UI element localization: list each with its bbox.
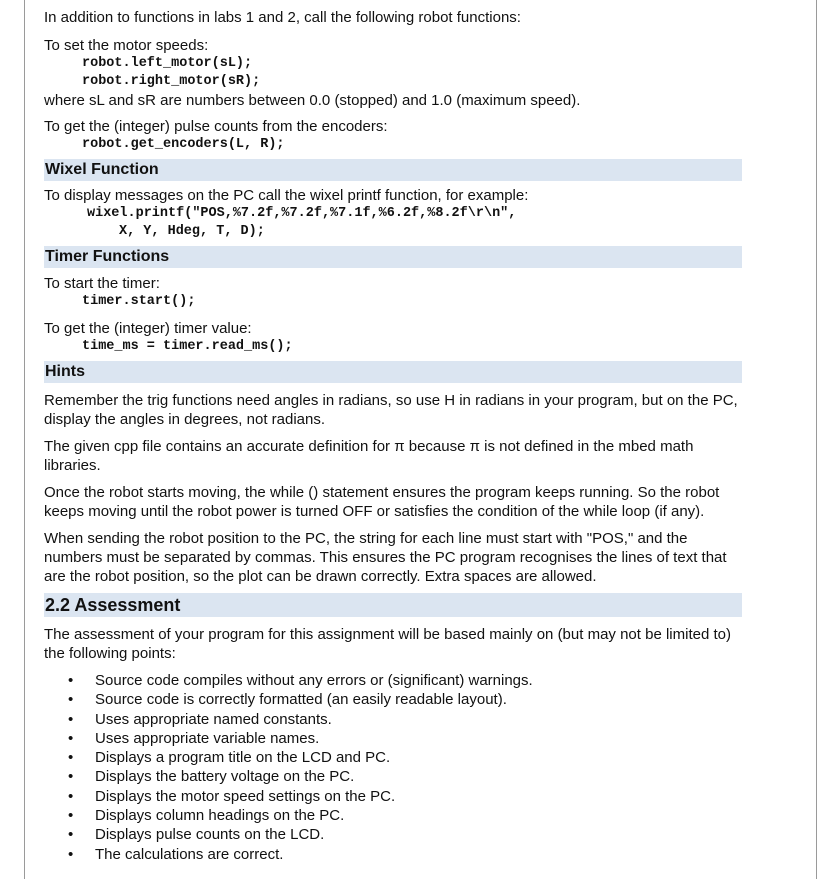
code-timer-read: time_ms = timer.read_ms(); (82, 339, 293, 354)
code-left-motor: robot.left_motor(sL); (82, 56, 253, 71)
encoders-label: To get the (integer) pulse counts from the encoders: (44, 118, 388, 135)
section-heading-wixel: Wixel Function (44, 159, 742, 181)
hint-paragraph-radians: Remember the trig functions need angles in radians, so use H in radians in your program, but on the PC, display the angles in degrees, not radians. (44, 392, 738, 428)
list-item: • Uses appropriate named constants. (44, 710, 744, 729)
list-item: • Displays the battery voltage on the PC. (44, 767, 744, 786)
list-item: • Uses appropriate variable names. (44, 729, 744, 748)
intro-text: In addition to functions in labs 1 and 2, call the following robot functions: (44, 9, 521, 26)
assessment-list (44, 671, 744, 864)
section-heading-assessment: 2.2 Assessment (44, 593, 742, 617)
hint-paragraph-pi: The given cpp file contains an accurate definition for π because π is not defined in the mbed math libraries. (44, 438, 694, 474)
wixel-label: To display messages on the PC call the wixel printf function, for example: (44, 187, 529, 204)
code-right-motor: robot.right_motor(sR); (82, 74, 261, 89)
code-timer-start: timer.start(); (82, 294, 196, 309)
list-item: • Displays a program title on the LCD and PC. (44, 748, 744, 767)
hint-paragraph-while: Once the robot starts moving, the while () statement ensures the program keeps running. So the robot keeps moving until the robot power is turned OFF or satisfies the condition of the while loop (if any). (44, 484, 720, 520)
motor-speeds-note: where sL and sR are numbers between 0.0 (stopped) and 1.0 (maximum speed). (44, 92, 581, 109)
list-item: • Displays column headings on the PC. (44, 806, 744, 825)
list-item: • The calculations are correct. (44, 845, 744, 864)
assessment-intro: The assessment of your program for this assignment will be based mainly on (but may not be limited to) the following points: (44, 626, 731, 662)
motor-speeds-label: To set the motor speeds: (44, 37, 209, 54)
code-wixel-printf: wixel.printf("POS,%7.2f,%7.2f,%7.1f,%6.2f,%8.2f\r\n", (87, 206, 517, 221)
page-border-left (24, 0, 25, 879)
list-item: • Source code compiles without any errors or (significant) warnings. (44, 671, 744, 690)
section-heading-timer: Timer Functions (44, 246, 742, 268)
list-item: • Source code is correctly formatted (an easily readable layout). (44, 690, 744, 709)
code-get-encoders: robot.get_encoders(L, R); (82, 137, 285, 152)
document-page (44, 8, 744, 864)
hint-paragraph-pos-string: When sending the robot position to the PC, the string for each line must start with "POS," and the numbers must be separated by commas. This ensures the PC program recognises the lines of text that are the robot position, so the plot can be drawn correctly. Extra spaces are allowed. (44, 530, 727, 585)
section-heading-hints: Hints (44, 361, 742, 383)
page-border-right (816, 0, 817, 879)
list-item: • Displays the motor speed settings on the PC. (44, 787, 744, 806)
timer-start-label: To start the timer: (44, 275, 160, 292)
timer-value-label: To get the (integer) timer value: (44, 320, 252, 337)
code-wixel-printf-args: X, Y, Hdeg, T, D); (119, 224, 265, 239)
list-item: • Displays pulse counts on the LCD. (44, 825, 744, 844)
